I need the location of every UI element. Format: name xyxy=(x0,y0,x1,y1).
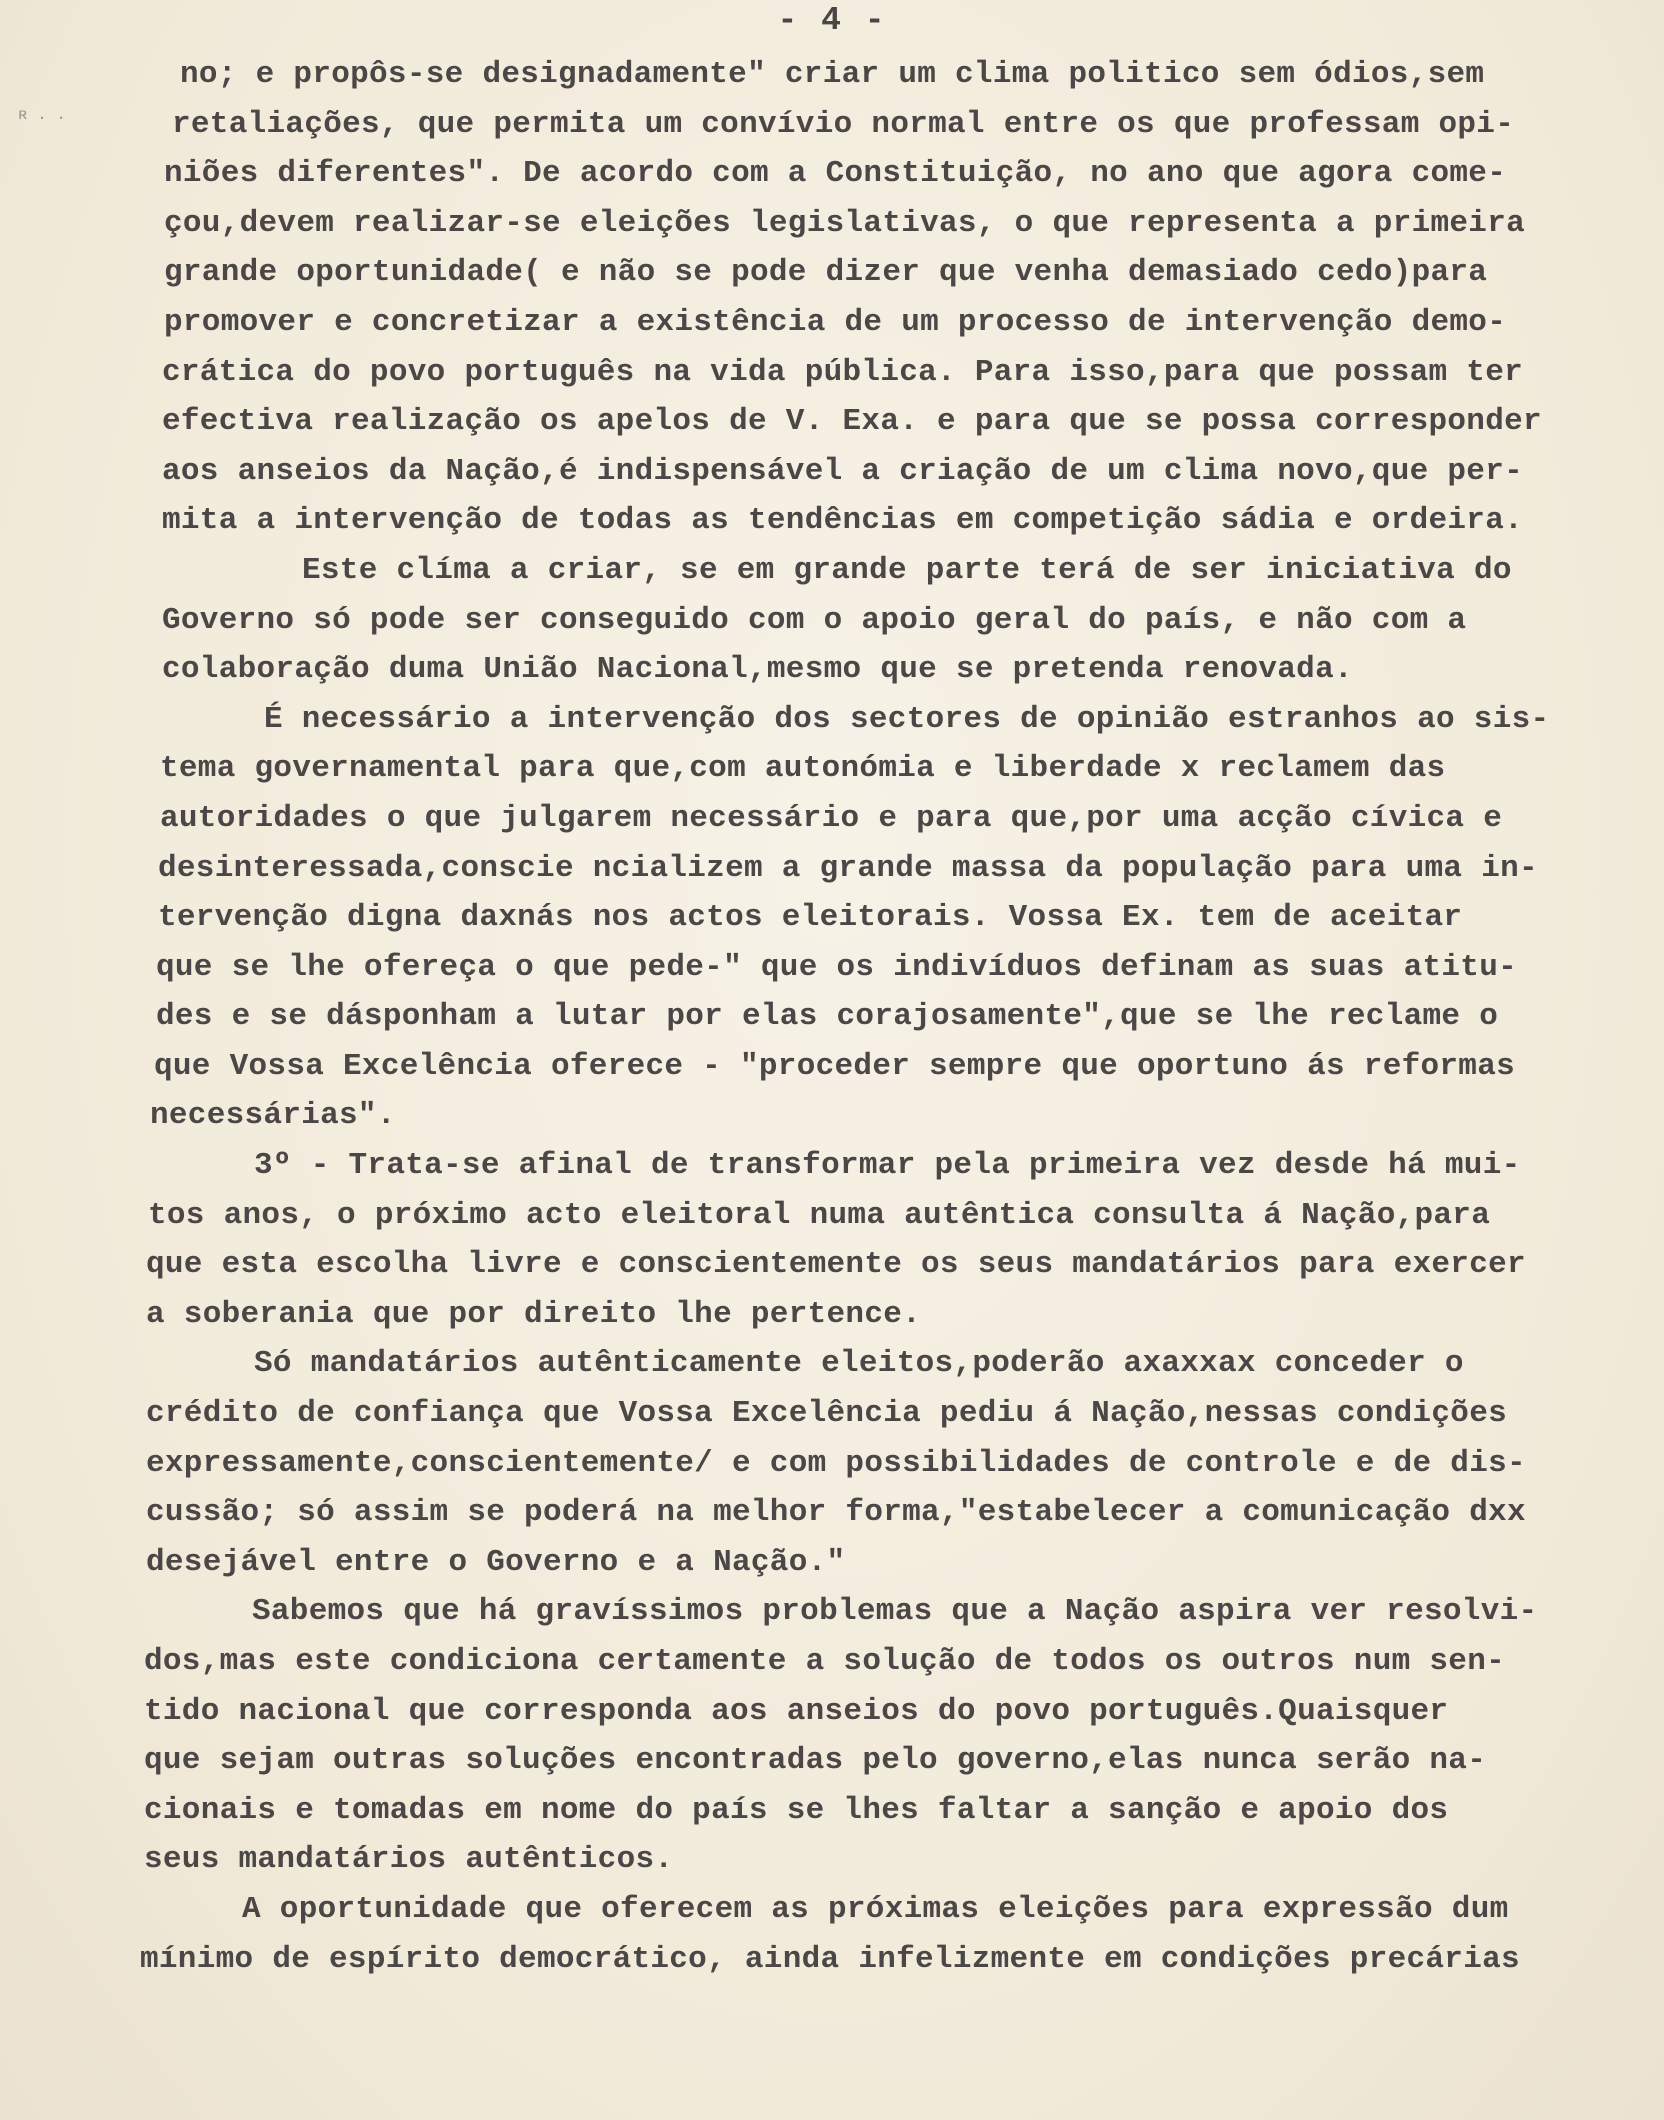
text-line: necessárias". xyxy=(150,1098,396,1134)
text-line: efectiva realização os apelos de V. Exa. e para que se possa corresponder xyxy=(162,404,1542,440)
text-line: tido nacional que corresponda aos anseios do povo português.Quaisquer xyxy=(144,1693,1449,1729)
text-line: Governo só pode ser conseguido com o apoio geral do país, e não com a xyxy=(162,602,1467,638)
text-line: mita a intervenção de todas as tendências em competição sádia e ordeira. xyxy=(162,503,1524,539)
text-line: tervenção digna daxnás nos actos eleitorais. Vossa Ex. tem de aceitar xyxy=(158,900,1463,936)
text-line: tema governamental para que,com autonómia e liberdade x reclamem das xyxy=(160,751,1446,787)
margin-mark: ʀ . . xyxy=(18,106,67,124)
text-line: grande oportunidade( e não se pode dizer que venha demasiado cedo)para xyxy=(164,255,1488,291)
text-line: A oportunidade que oferecem as próximas eleições para expressão dum xyxy=(242,1891,1509,1927)
text-line: mínimo de espírito democrático, ainda infelizmente em condições precárias xyxy=(140,1941,1520,1977)
text-line: colaboração duma União Nacional,mesmo que se pretenda renovada. xyxy=(162,652,1353,688)
text-line: que sejam outras soluções encontradas pelo governo,elas nunca serão na- xyxy=(144,1743,1487,1779)
text-line: que Vossa Excelência oferece - "proceder sempre que oportuno ás reformas xyxy=(154,1048,1516,1084)
text-line: seus mandatários autênticos. xyxy=(144,1842,674,1878)
text-line: promover e concretizar a existência de um processo de intervenção demo- xyxy=(164,304,1507,340)
text-line: que se lhe ofereça o que pede-" que os indivíduos definam as suas atitu- xyxy=(156,949,1518,985)
text-line: Sabemos que há gravíssimos problemas que a Nação aspira ver resolvi- xyxy=(252,1594,1538,1630)
text-line: retaliações, que permita um convívio normal entre os que professam opi- xyxy=(172,106,1515,142)
text-line: desejável entre o Governo e a Nação." xyxy=(146,1544,846,1580)
page-number: - 4 - xyxy=(777,2,887,39)
text-line: çou,devem realizar-se eleições legislativas, o que representa a primeira xyxy=(164,205,1526,241)
text-line: niões diferentes". De acordo com a Constituição, no ano que agora come- xyxy=(164,156,1507,192)
text-line: des e se dásponham a lutar por elas corajosamente",que se lhe reclame o xyxy=(156,999,1499,1035)
text-line: 3º - Trata-se afinal de transformar pela primeira vez desde há mui- xyxy=(254,1148,1521,1184)
text-line: dos,mas este condiciona certamente a solução de todos os outros num sen- xyxy=(144,1644,1506,1679)
text-line: cionais e tomadas em nome do país se lhes faltar a sanção e apoio dos xyxy=(144,1792,1449,1828)
text-line: É necessário a intervenção dos sectores de opinião estranhos ao sis- xyxy=(264,701,1550,737)
typed-letter-body xyxy=(140,50,1660,1984)
text-line: tos anos, o próximo acto eleitoral numa autêntica consulta á Nação,para xyxy=(148,1197,1491,1233)
text-line: desinteressada,conscie ncializem a grande massa da população para uma in- xyxy=(158,850,1538,886)
text-line: autoridades o que julgarem necessário e para que,por uma acção cívica e xyxy=(160,800,1503,836)
text-line: Este clíma a criar, se em grande parte terá de ser iniciativa do xyxy=(302,552,1512,588)
text-line: crática do povo português na vida pública. Para isso,para que possam ter xyxy=(162,354,1524,390)
text-line: que esta escolha livre e conscientemente os seus mandatários para exercer xyxy=(146,1247,1526,1283)
text-line: expressamente,conscientemente/ e com possibilidades de controle e de dis- xyxy=(146,1445,1526,1481)
text-line: a soberania que por direito lhe pertence. xyxy=(146,1296,922,1332)
text-line: cussão; só assim se poderá na melhor forma,"estabelecer a comunicação dxx xyxy=(146,1495,1526,1531)
text-line: Só mandatários autênticamente eleitos,poderão axaxxax conceder o xyxy=(254,1346,1464,1382)
text-line: aos anseios da Nação,é indispensável a criação de um clima novo,que per- xyxy=(162,453,1524,489)
text-line: no; e propôs-se designadamente" criar um clima politico sem ódios,sem xyxy=(180,57,1485,92)
text-line: crédito de confiança que Vossa Excelência pediu á Nação,nessas condições xyxy=(146,1396,1508,1432)
